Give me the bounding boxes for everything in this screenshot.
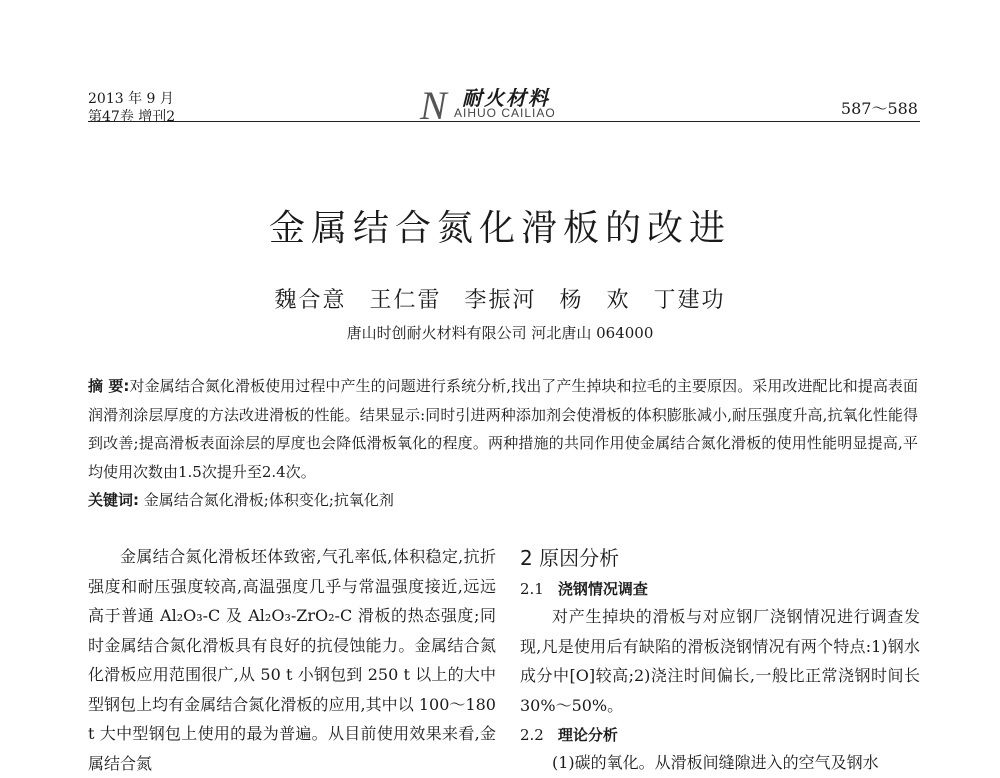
journal-logo xyxy=(420,78,590,128)
subsection-2-2-heading xyxy=(520,722,920,748)
issue-volume: 第47卷 增刊2 xyxy=(88,109,176,125)
subsection-number: 2.1 xyxy=(520,580,544,598)
journal-logo-letter: N xyxy=(420,83,447,128)
subsection-title: 浇钢情况调查 xyxy=(557,580,648,598)
abstract xyxy=(88,372,918,486)
subsection-title: 理论分析 xyxy=(557,726,618,744)
subsection-2-1-paragraph: 对产生掉块的滑板与对应钢厂浇钢情况进行调查发现,凡是使用后有缺陷的滑板浇钢情况有两个特点:1)钢水成分中[O]较高;2)浇注时间偏长,一般比正常浇钢时间长 30%～50%。 xyxy=(520,607,920,715)
abstract-label: 摘 要: xyxy=(88,377,130,395)
keywords-label: 关键词: xyxy=(88,491,139,509)
keywords xyxy=(88,486,918,514)
header-rule xyxy=(88,121,920,122)
subsection-2-1-heading xyxy=(520,576,920,602)
abstract-text: 对金属结合氮化滑板使用过程中产生的问题进行系统分析,找出了产生掉块和拉毛的主要原因。采用改进配比和提高表面润滑剂涂层厚度的方法改进滑板的性能。结果显示:同时引进两种添加剂会使滑板的体积膨胀减小,耐压强度升高,抗氧化性能得到改善;提高滑板表面涂层的厚度也会降低滑板氧化的程度。两种措施的共同作用使金属结合氮化滑板的使用性能明显提高,平均使用次数由1.5次提升至2.4次。 xyxy=(88,377,918,481)
subsection-number: 2.2 xyxy=(520,726,544,744)
journal-name-cn: 耐火材料 xyxy=(462,86,550,110)
page-range: 587～588 xyxy=(840,99,918,118)
keywords-text: 金属结合氮化滑板;体积变化;抗氧化剂 xyxy=(143,491,394,509)
body-column-left xyxy=(88,542,496,778)
subsection-2-2-paragraph: (1)碳的氧化。从滑板间缝隙进入的空气及钢水 xyxy=(552,753,879,772)
intro-paragraph: 金属结合氮化滑板坯体致密,气孔率低,体积稳定,抗折强度和耐压强度较高,高温强度几乎与常温强度接近,远远高于普通 Al₂O₃-C 及 Al₂O₃-ZrO₂-C 滑板的热态强度;同时金属结合氮化滑板具有良好的抗侵蚀能力。金属结合氮化滑板应用范围很广,从 50 t 小钢包到 250 t 以上的大中型钢包上均有金属结合氮化滑板的应用,其中以 100～180 t 大中型钢包上使用的最为普遍。从目前使用效果来看,金属结合氮 xyxy=(88,547,496,773)
authors: 魏合意 王仁雷 李振河 杨 欢 丁建功 xyxy=(274,288,726,313)
paper-title: 金属结合氮化滑板的改进 xyxy=(268,208,731,249)
affiliation: 唐山时创耐火材料有限公司 河北唐山 064000 xyxy=(346,324,654,342)
body-column-right xyxy=(520,542,920,778)
issue-date: 2013 年 9 月 xyxy=(88,91,174,107)
section-heading: 2 原因分析 xyxy=(520,546,620,570)
journal-name-en: AIHUO CAILIAO xyxy=(454,106,556,120)
